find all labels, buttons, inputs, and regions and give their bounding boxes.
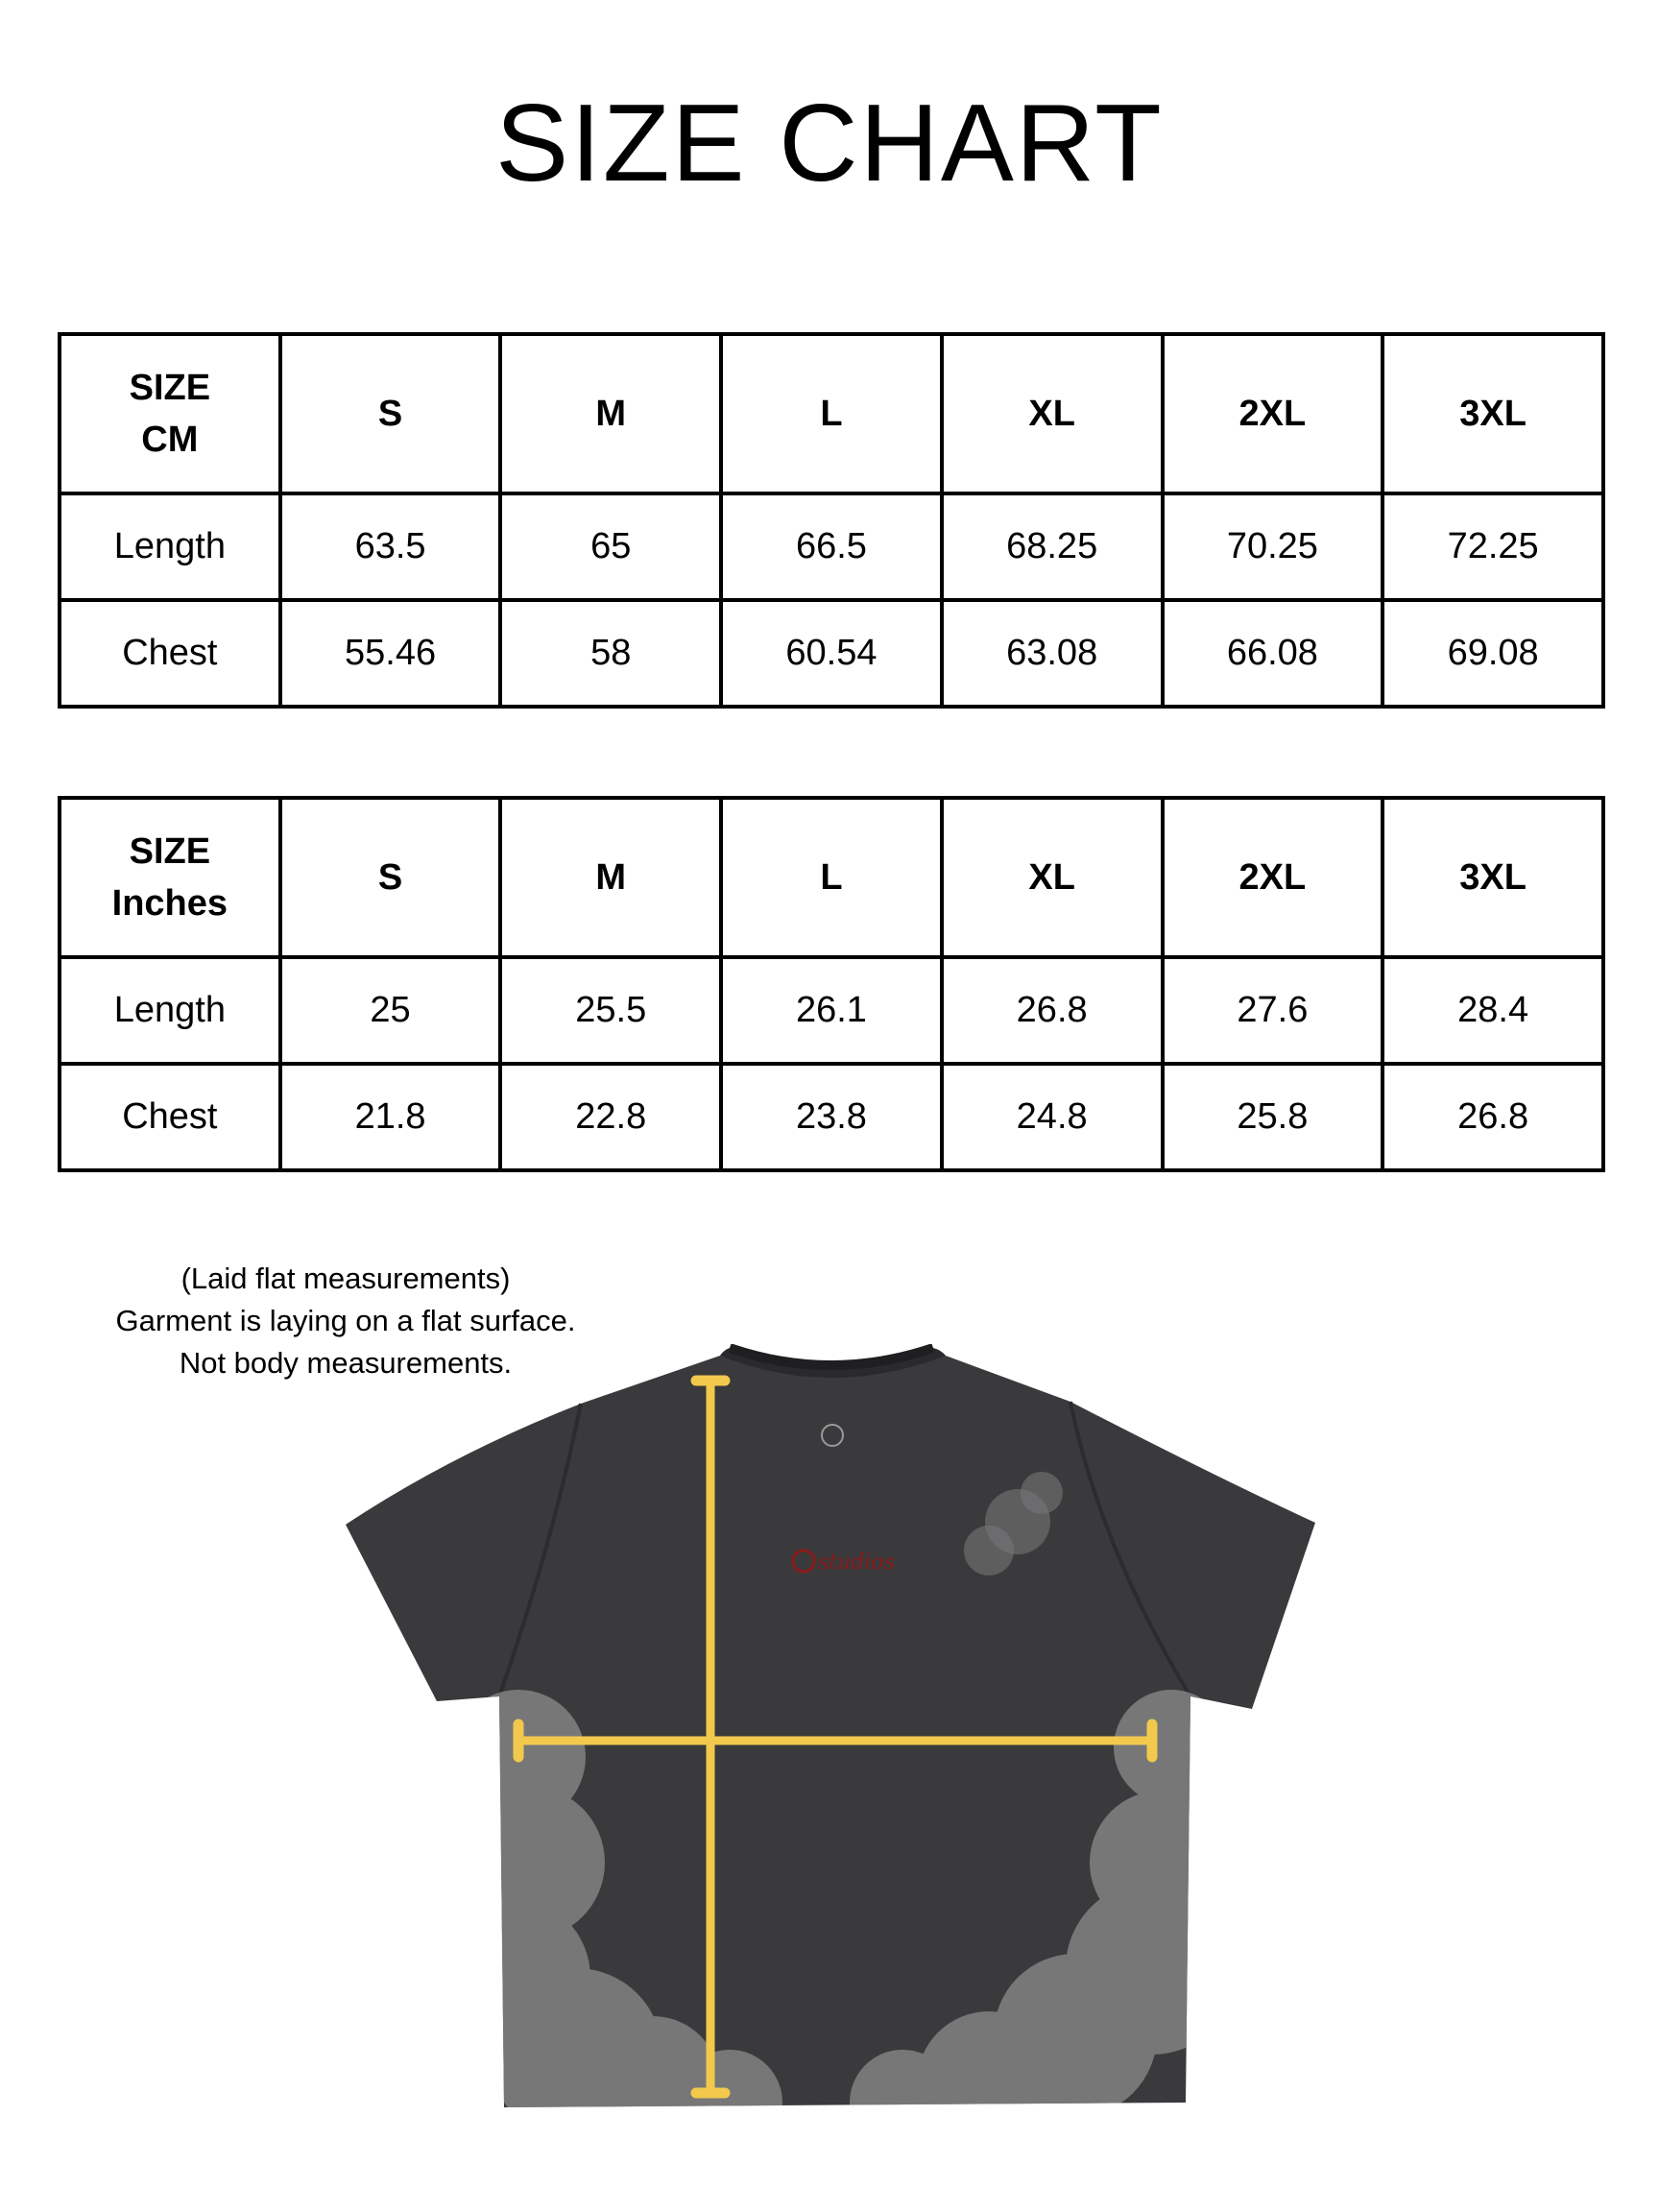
size-table-cm bbox=[58, 332, 1605, 709]
table-cell: 28.4 bbox=[1382, 957, 1603, 1064]
header-size-label: SIZE bbox=[129, 831, 211, 872]
table-cell: 24.8 bbox=[942, 1064, 1163, 1170]
table-row-chest bbox=[60, 600, 1603, 707]
table-row-length bbox=[60, 493, 1603, 600]
size-header-2xl: 2XL bbox=[1163, 334, 1383, 493]
table-cell: 25 bbox=[280, 957, 501, 1064]
note-line: (Laid flat measurements) bbox=[180, 1262, 511, 1295]
size-header-s: S bbox=[280, 334, 501, 493]
table-cell: 65 bbox=[500, 493, 721, 600]
size-header-s: S bbox=[280, 798, 501, 957]
size-header-l: L bbox=[721, 798, 942, 957]
table-cell: 58 bbox=[500, 600, 721, 707]
table-row-length bbox=[60, 957, 1603, 1064]
header-unit-label: CM bbox=[141, 420, 199, 460]
size-header-2xl: 2XL bbox=[1163, 798, 1383, 957]
table-cell: 25.8 bbox=[1163, 1064, 1383, 1170]
table-cell: 26.8 bbox=[942, 957, 1163, 1064]
table-cell: 21.8 bbox=[280, 1064, 501, 1170]
table-cell: 26.8 bbox=[1382, 1064, 1603, 1170]
table-cell: 23.8 bbox=[721, 1064, 942, 1170]
table-cell: 60.54 bbox=[721, 600, 942, 707]
table-cell: 66.5 bbox=[721, 493, 942, 600]
size-header-m: M bbox=[500, 798, 721, 957]
table-cell: 68.25 bbox=[942, 493, 1163, 600]
tshirt-illustration bbox=[326, 1344, 1344, 2122]
table-cell: 69.08 bbox=[1382, 600, 1603, 707]
header-unit-label: Inches bbox=[111, 883, 228, 924]
header-size-label: SIZE bbox=[129, 368, 211, 408]
table-cell: 27.6 bbox=[1163, 957, 1383, 1064]
table-cell: 63.5 bbox=[280, 493, 501, 600]
size-header-xl: XL bbox=[942, 334, 1163, 493]
size-header-m: M bbox=[500, 334, 721, 493]
row-label: Length bbox=[60, 957, 280, 1064]
table-cell: 55.46 bbox=[280, 600, 501, 707]
table-cell: 63.08 bbox=[942, 600, 1163, 707]
row-label: Length bbox=[60, 493, 280, 600]
table-header-row bbox=[60, 798, 1603, 957]
table-cell: 22.8 bbox=[500, 1064, 721, 1170]
table-cell: 26.1 bbox=[721, 957, 942, 1064]
unit-header-cell bbox=[60, 798, 280, 957]
chest-logo-text: studios bbox=[818, 1551, 895, 1575]
table-cell: 66.08 bbox=[1163, 600, 1383, 707]
row-label: Chest bbox=[60, 600, 280, 707]
size-header-l: L bbox=[721, 334, 942, 493]
table-cell: 70.25 bbox=[1163, 493, 1383, 600]
note-line: Not body measurements. bbox=[179, 1346, 513, 1380]
unit-header-cell bbox=[60, 334, 280, 493]
table-header-row bbox=[60, 334, 1603, 493]
size-header-xl: XL bbox=[942, 798, 1163, 957]
table-row-chest bbox=[60, 1064, 1603, 1170]
size-table-inches bbox=[58, 796, 1605, 1172]
table-cell: 72.25 bbox=[1382, 493, 1603, 600]
table-cell: 25.5 bbox=[500, 957, 721, 1064]
page-title: SIZE CHART bbox=[495, 83, 1164, 204]
size-header-3xl: 3XL bbox=[1382, 334, 1603, 493]
note-line: Garment is laying on a flat surface. bbox=[115, 1304, 576, 1337]
size-header-3xl: 3XL bbox=[1382, 798, 1603, 957]
row-label: Chest bbox=[60, 1064, 280, 1170]
